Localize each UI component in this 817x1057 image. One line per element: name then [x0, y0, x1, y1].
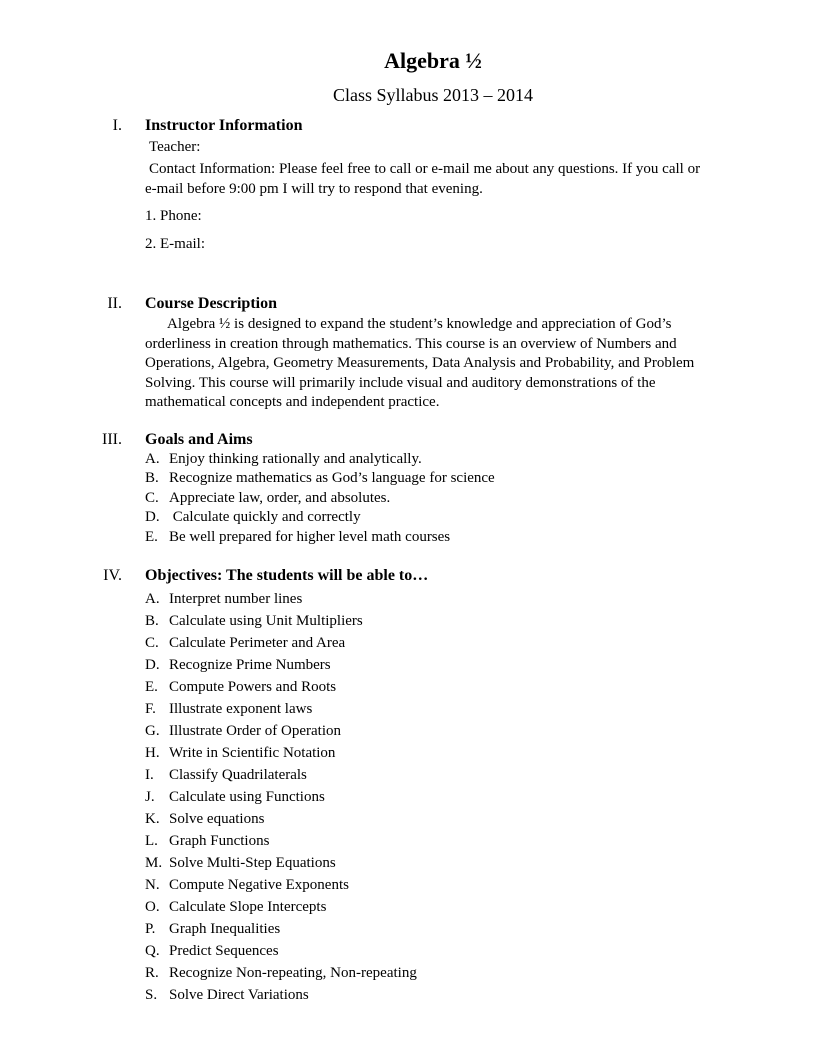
- list-text: Recognize Non-repeating, Non-repeating: [169, 965, 417, 981]
- list-letter: M.: [145, 855, 163, 871]
- description-line: Operations, Algebra, Geometry Measurements, Data Analysis and Probability, and Problem: [145, 355, 695, 371]
- objective-item: [145, 918, 417, 940]
- objectives-list: [145, 588, 417, 1006]
- objective-item: [145, 632, 417, 654]
- section-numeral: III.: [102, 431, 122, 448]
- list-text: Compute Negative Exponents: [169, 877, 349, 893]
- list-text: Compute Powers and Roots: [169, 679, 337, 695]
- list-letter: E.: [145, 528, 158, 545]
- list-text: Recognize Prime Numbers: [169, 657, 331, 673]
- list-text: Calculate Perimeter and Area: [169, 635, 346, 651]
- email-label: 2. E-mail:: [145, 236, 205, 252]
- contact-information-line: e-mail before 9:00 pm I will try to respond that evening.: [145, 181, 483, 197]
- objective-item: [145, 830, 417, 852]
- list-letter: J.: [145, 789, 155, 805]
- list-text: Calculate quickly and correctly: [169, 509, 361, 526]
- list-letter: A.: [145, 591, 160, 607]
- goal-item: [145, 469, 495, 488]
- description-line: Algebra ½ is designed to expand the student’s knowledge and appreciation of God’s: [167, 316, 672, 332]
- teacher-label: Teacher:: [149, 139, 201, 155]
- list-letter: A.: [145, 451, 160, 467]
- list-letter: H.: [145, 745, 160, 761]
- list-text: Graph Functions: [169, 833, 270, 849]
- list-text: Appreciate law, order, and absolutes.: [169, 489, 391, 506]
- description-line: orderliness in creation through mathematics. This course is an overview of Numbers and: [145, 335, 677, 352]
- objective-item: [145, 588, 417, 610]
- list-letter: B.: [145, 470, 159, 487]
- list-letter: O.: [145, 899, 160, 915]
- list-letter: B.: [145, 613, 159, 629]
- list-text: Write in Scientific Notation: [169, 745, 336, 761]
- document-subtitle: Class Syllabus 2013 – 2014: [332, 85, 533, 105]
- list-text: Classify Quadrilaterals: [169, 767, 307, 783]
- goal-item: [145, 450, 495, 469]
- goal-item: [145, 489, 495, 508]
- list-text: Enjoy thinking rationally and analytically.: [169, 451, 422, 467]
- list-letter: Q.: [145, 943, 160, 959]
- contact-information-line: Contact Information: Please feel free to call or e-mail me about any questions. If you call or: [149, 161, 701, 177]
- objective-item: [145, 852, 417, 874]
- objective-item: [145, 698, 417, 720]
- objective-item: [145, 742, 417, 764]
- objective-item: [145, 940, 417, 962]
- section-heading: Goals and Aims: [145, 431, 253, 448]
- list-letter: C.: [145, 489, 159, 506]
- objective-item: [145, 808, 417, 830]
- section-heading: Course Description: [145, 295, 277, 312]
- goal-item: [145, 528, 495, 547]
- section-numeral: I.: [112, 117, 122, 134]
- list-letter: P.: [145, 921, 156, 937]
- objective-item: [145, 654, 417, 676]
- list-text: Be well prepared for higher level math courses: [169, 528, 451, 545]
- list-letter: I.: [145, 767, 154, 783]
- list-letter: N.: [145, 877, 160, 893]
- list-text: Calculate using Unit Multipliers: [169, 613, 363, 629]
- list-text: Calculate Slope Intercepts: [169, 899, 327, 915]
- list-letter: G.: [145, 723, 160, 739]
- description-line: Solving. This course will primarily include visual and auditory demonstrations of the: [145, 374, 656, 391]
- list-letter: L.: [145, 833, 158, 849]
- list-letter: K.: [145, 811, 160, 827]
- list-text: Solve equations: [169, 811, 265, 827]
- document-title: Algebra ½: [384, 48, 482, 73]
- description-line: mathematical concepts and independent practice.: [145, 394, 440, 410]
- list-text: Graph Inequalities: [169, 921, 281, 937]
- objective-item: [145, 764, 417, 786]
- objective-item: [145, 984, 417, 1006]
- list-letter: S.: [145, 987, 158, 1003]
- list-text: Predict Sequences: [169, 943, 279, 959]
- goals-list: [145, 450, 495, 547]
- list-letter: F.: [145, 701, 156, 717]
- list-letter: D.: [145, 657, 160, 673]
- list-letter: D.: [145, 509, 160, 526]
- objective-item: [145, 786, 417, 808]
- objective-item: [145, 720, 417, 742]
- list-letter: R.: [145, 965, 159, 981]
- section-heading: Instructor Information: [145, 117, 303, 134]
- section-numeral: II.: [107, 295, 122, 312]
- list-text: Illustrate exponent laws: [169, 701, 313, 717]
- section-numeral: IV.: [103, 567, 122, 584]
- list-text: Calculate using Functions: [169, 789, 325, 805]
- list-letter: E.: [145, 679, 158, 695]
- goal-item: [145, 508, 495, 527]
- list-text: Solve Multi-Step Equations: [169, 855, 336, 871]
- list-text: Interpret number lines: [169, 591, 303, 607]
- objective-item: [145, 896, 417, 918]
- objective-item: [145, 610, 417, 632]
- list-text: Illustrate Order of Operation: [169, 723, 342, 739]
- section-heading: Objectives: The students will be able to…: [145, 567, 429, 584]
- objective-item: [145, 874, 417, 896]
- objective-item: [145, 962, 417, 984]
- list-text: Recognize mathematics as God’s language for science: [169, 470, 495, 487]
- phone-label: 1. Phone:: [145, 208, 202, 224]
- list-letter: C.: [145, 635, 159, 651]
- objective-item: [145, 676, 417, 698]
- list-text: Solve Direct Variations: [169, 987, 309, 1003]
